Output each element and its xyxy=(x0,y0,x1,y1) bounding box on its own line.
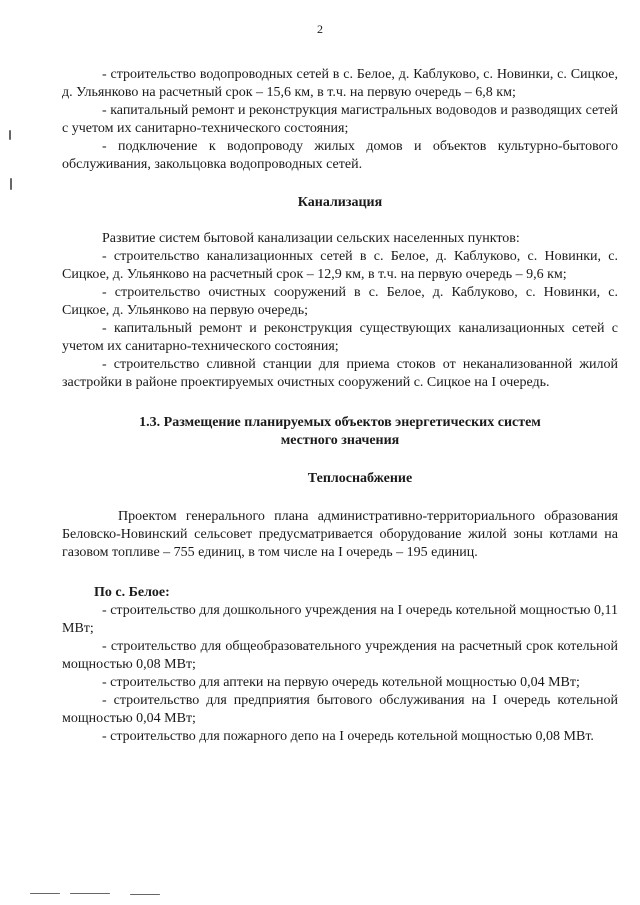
scan-speck xyxy=(9,130,11,140)
heating-item-1: - строительство для дошкольного учреждения на I очередь котельной мощностью 0,11 МВт; xyxy=(62,603,618,636)
section-heading-line-2: местного значения xyxy=(280,433,400,448)
document-body xyxy=(62,66,618,746)
water-item-1: - строительство водопроводных сетей в с. Белое, д. Каблуково, с. Новинки, с. Сицкое, д. Ульянково на расчетный срок – 15,6 км, в т.ч. на первую очередь – 6,8 км; xyxy=(62,67,618,100)
settlement-subheading: По с. Белое: xyxy=(94,585,170,600)
section-heading xyxy=(62,414,618,450)
heating-intro: Проектом генерального плана административно-территориального образования Беловско-Новинский сельсовет предусматривается оборудование жилой зоны котлами на газовом топливе – 755 единиц, в том числе на I очередь – 195 единиц. xyxy=(62,509,618,560)
section-heading-line-1: 1.3. Размещение планируемых объектов энергетических систем xyxy=(139,415,541,430)
scan-speck xyxy=(130,894,160,895)
sewerage-item-2: - строительство очистных сооружений в с. Белое, д. Каблуково, с. Новинки, с. Сицкое, д. Ульянково на первую очередь; xyxy=(62,285,618,318)
scan-speck xyxy=(10,178,12,190)
heating-item-2: - строительство для общеобразовательного учреждения на расчетный срок котельной мощностью 0,08 МВт; xyxy=(62,639,618,672)
scan-speck xyxy=(30,893,60,894)
heating-heading: Теплоснабжение xyxy=(307,471,413,486)
water-item-3: - подключение к водопроводу жилых домов и объектов культурно-бытового обслуживания, закольцовка водопроводных сетей. xyxy=(62,139,618,172)
sewerage-item-4: - строительство сливной станции для приема стоков от неканализованной жилой застройки в районе проектируемых очистных сооружений с. Сицкое на I очередь. xyxy=(62,357,618,390)
sewerage-item-1: - строительство канализационных сетей в с. Белое, д. Каблуково, с. Новинки, с. Сицкое, д. Ульянково на расчетный срок – 12,9 км, в т.ч. на первую очередь – 9,6 км; xyxy=(62,249,618,282)
sewerage-item-3: - капитальный ремонт и реконструкция существующих канализационных сетей с учетом их санитарно-технического состояния; xyxy=(62,321,618,354)
heating-item-5: - строительство для пожарного депо на I очередь котельной мощностью 0,08 МВт. xyxy=(102,729,594,744)
water-item-2: - капитальный ремонт и реконструкция магистральных водоводов и разводящих сетей с учетом их санитарно-технического состояния; xyxy=(62,103,618,136)
scan-speck xyxy=(70,893,110,894)
page-number: 2 xyxy=(317,22,323,36)
sewerage-intro: Развитие систем бытовой канализации сельских населенных пунктов: xyxy=(102,231,520,246)
heating-item-3: - строительство для аптеки на первую очередь котельной мощностью 0,04 МВт; xyxy=(102,675,580,690)
sewerage-heading: Канализация xyxy=(297,195,383,210)
heating-item-4: - строительство для предприятия бытового обслуживания на I очередь котельной мощностью 0,04 МВт; xyxy=(62,693,618,726)
